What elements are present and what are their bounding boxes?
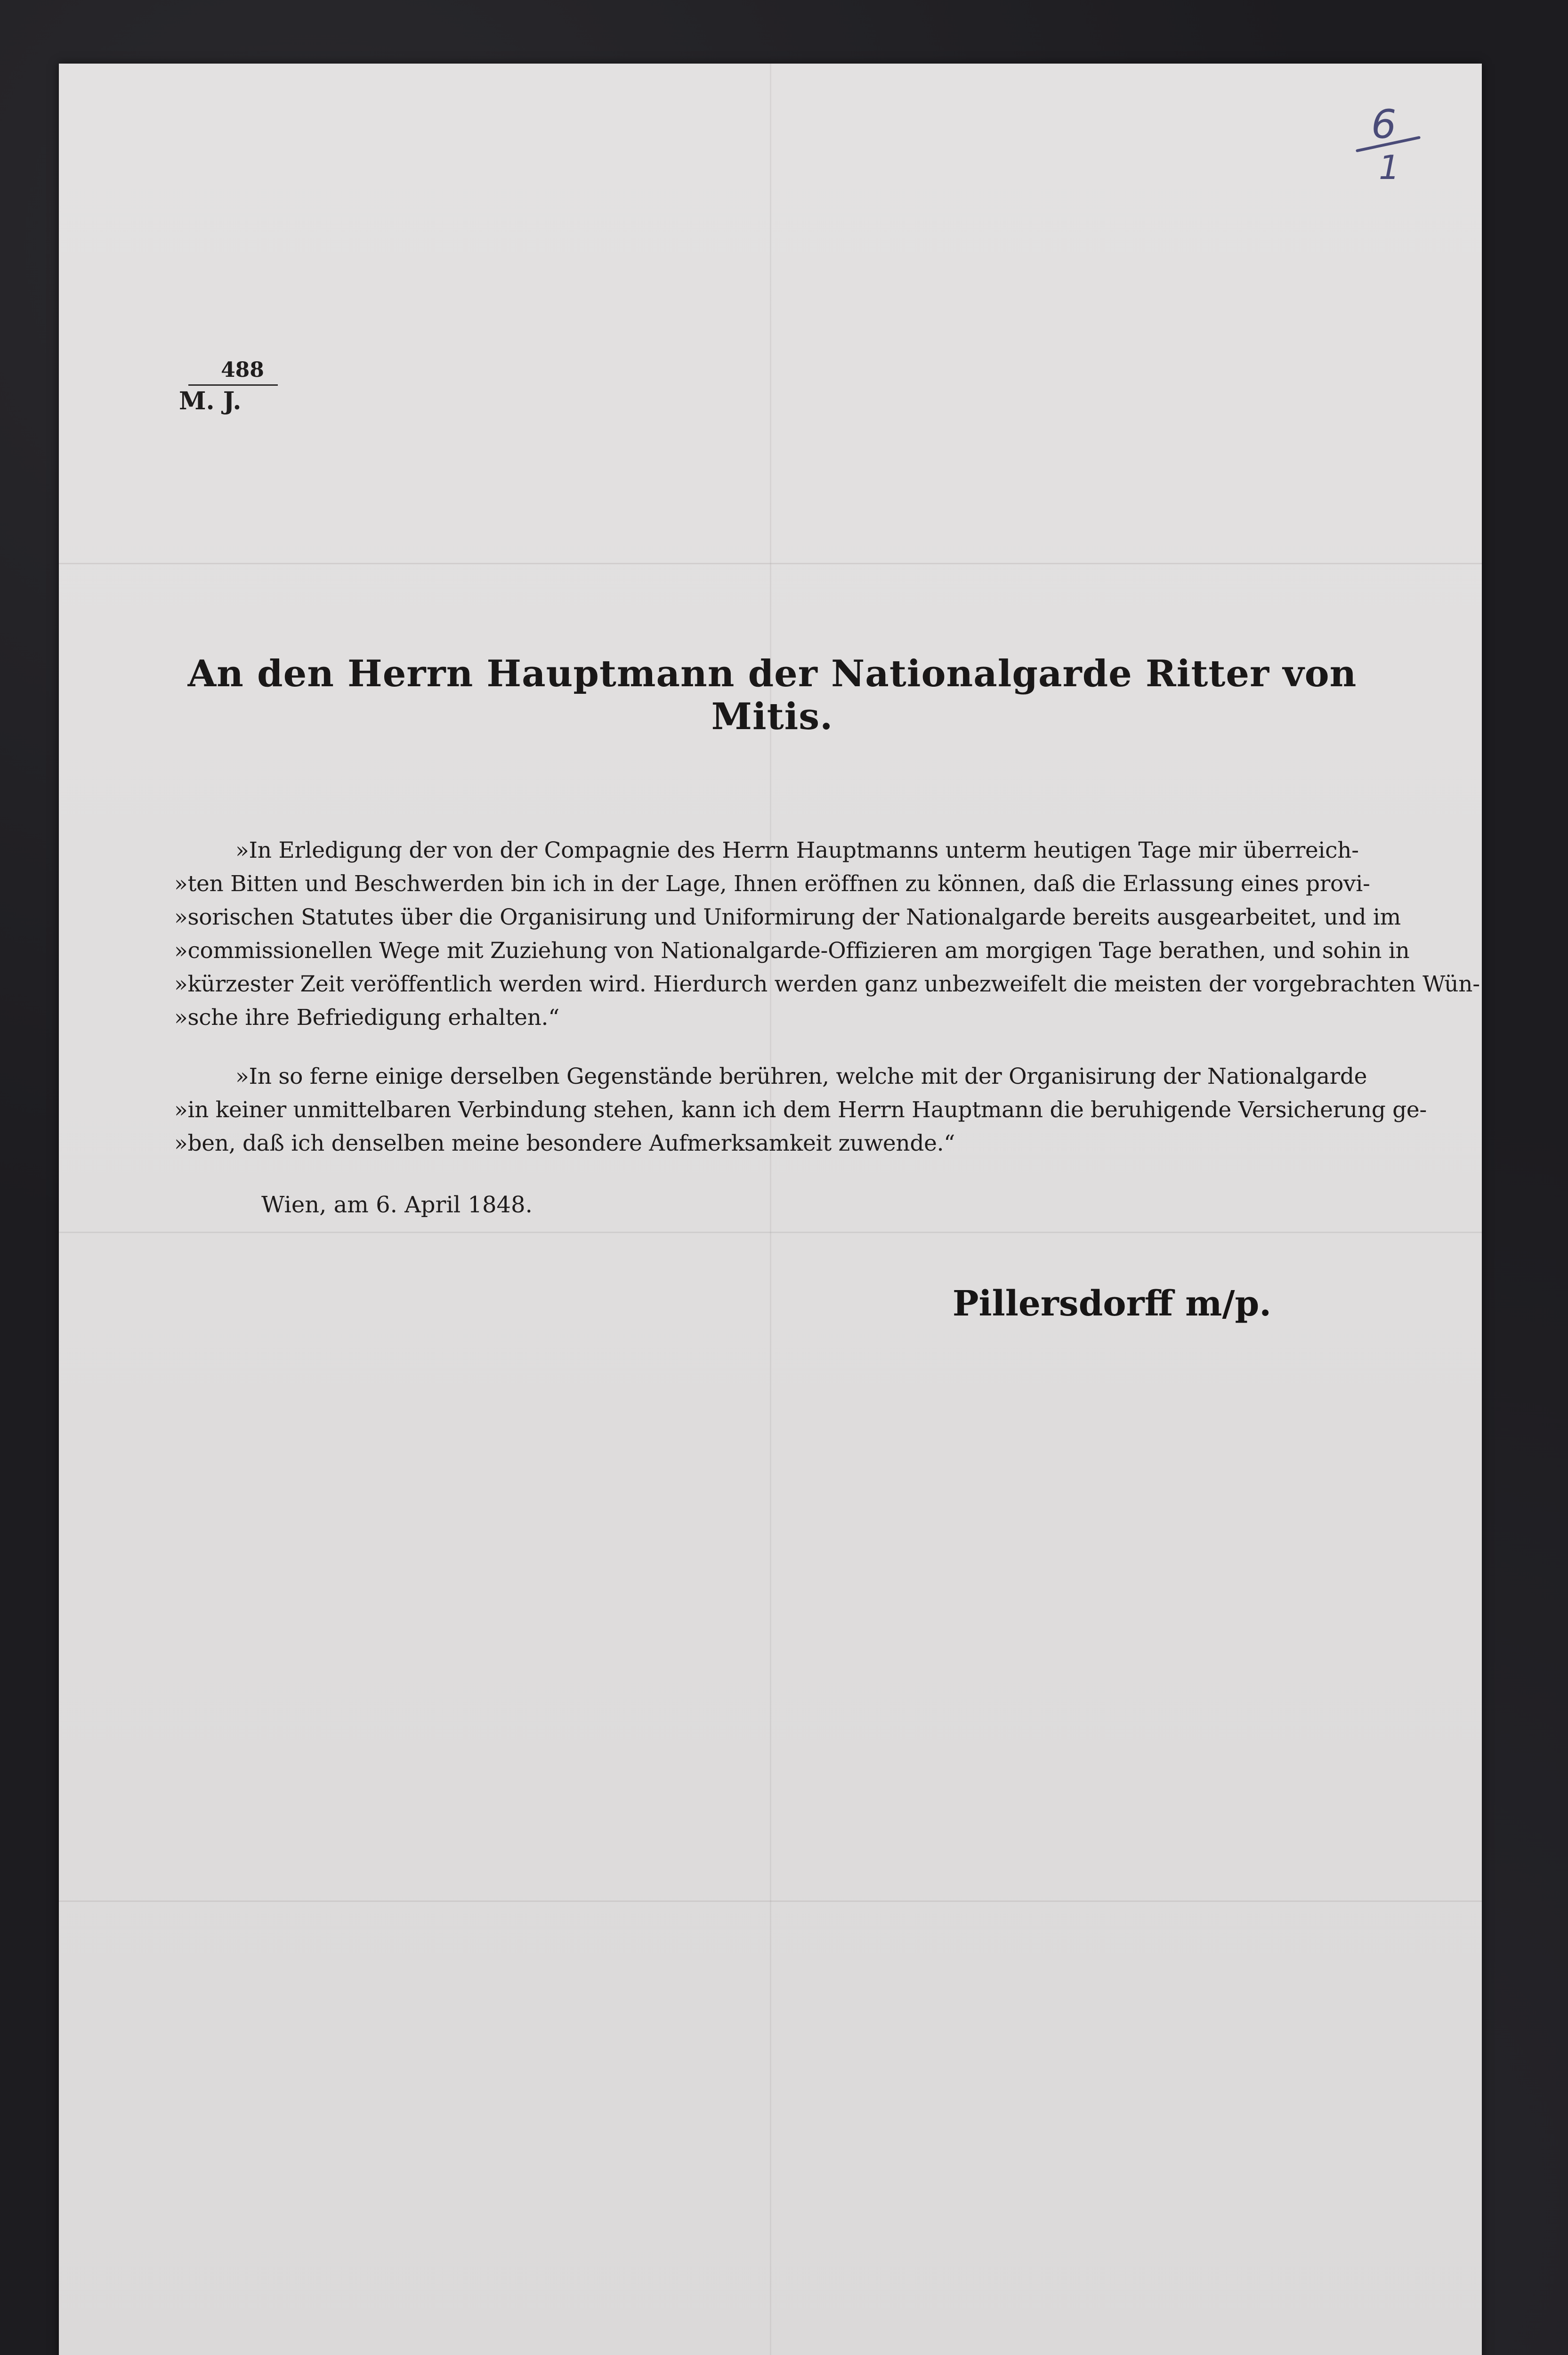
paragraph-1 [174, 834, 1480, 1034]
reference-number-value: 488 [221, 358, 264, 382]
folio-number-bottom: 1 [1379, 148, 1400, 187]
document-title: An den Herrn Hauptmann der Nationalgarde Ritter von Mitis. [187, 652, 1357, 738]
reference-number [167, 358, 308, 417]
paragraph-line: »ten Bitten und Beschwerden bin ich in der Lage, Ihnen eröffnen zu können, daß die Erlassung eines provi- [174, 871, 1370, 897]
folio-number-top: 6 [1371, 101, 1397, 147]
paragraph-line: »commissionellen Wege mit Zuziehung von Nationalgarde-Offizieren am morgigen Tage berathen, und sohin in [174, 938, 1410, 964]
paragraph-line: »In so ferne einige derselben Gegenstände berühren, welche mit der Organisirung der Nationalgarde [235, 1064, 1367, 1089]
paragraph-line: »ben, daß ich denselben meine besondere Aufmerksamkeit zuwende.“ [174, 1130, 955, 1156]
paragraph-line: »in keiner unmittelbaren Verbindung stehen, kann ich dem Herrn Hauptmann die beruhigende Versicherung ge- [174, 1097, 1427, 1123]
handwritten-folio-number [1351, 101, 1427, 186]
date-line: Wien, am 6. April 1848. [261, 1192, 533, 1218]
paragraph-2 [174, 1060, 1427, 1160]
paragraph-line: »kürzester Zeit veröffentlich werden wird. Hierdurch werden ganz unbezweifelt die meisten der vorgebrachten Wün- [174, 971, 1480, 997]
signature: Pillersdorff m/p. [952, 1283, 1271, 1324]
paragraph-line: »sorischen Statutes über die Organisirung und Uniformirung der Nationalgarde bereits ausgearbeitet, und im [174, 904, 1401, 930]
paragraph-line: »In Erledigung der von der Compagnie des Herrn Hauptmanns unterm heutigen Tage mir überreich- [235, 837, 1359, 863]
paragraph-line: »sche ihre Befriedigung erhalten.“ [174, 1005, 559, 1031]
fold-line [770, 64, 771, 2355]
reference-letters: M. J. [179, 387, 242, 415]
